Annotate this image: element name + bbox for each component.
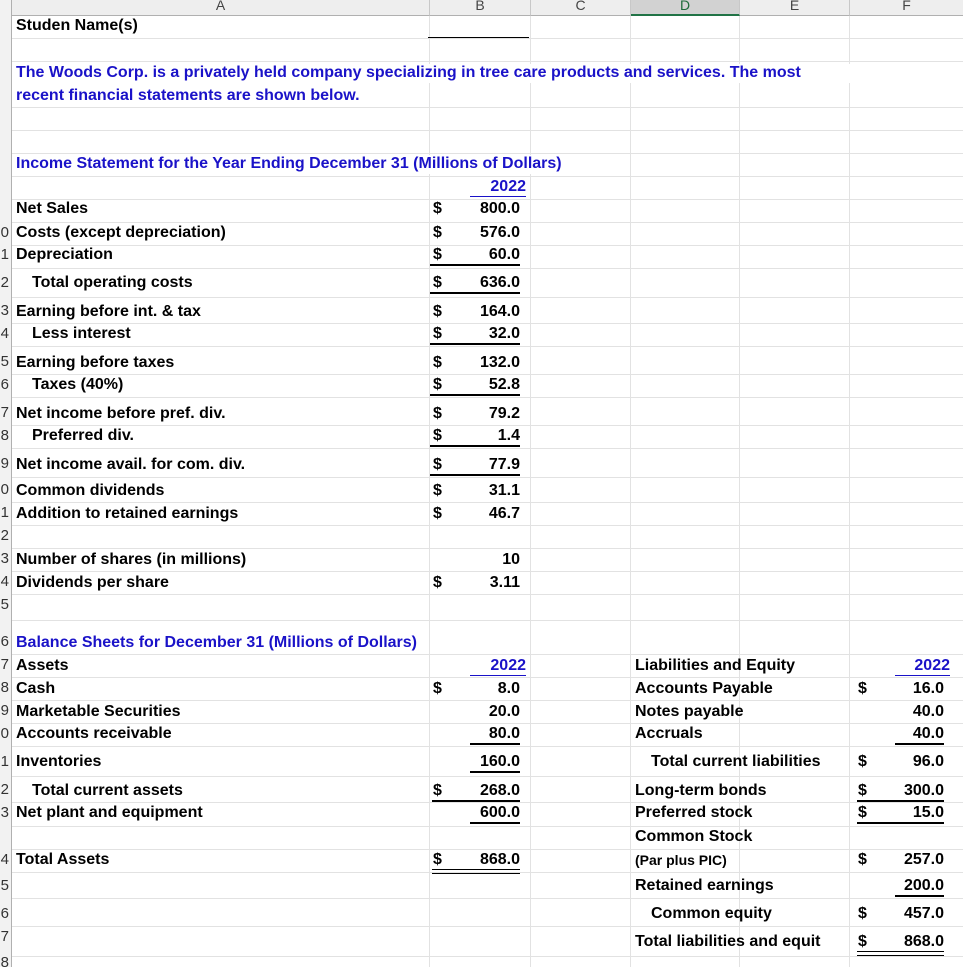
row-number[interactable]: 0 [0,225,9,241]
column-header-a[interactable]: A [12,0,430,16]
currency-symbol[interactable]: $ [433,680,442,697]
currency-symbol[interactable]: $ [858,680,867,697]
liability-row-label[interactable]: Preferred stock [635,804,753,821]
income-row-value[interactable]: 576.0 [479,224,520,241]
liabilities-header[interactable]: Liabilities and Equity [635,657,796,674]
assets-year-header[interactable]: 2022 [470,657,526,676]
cell-underline [470,771,520,773]
liability-row-label[interactable]: Accruals [635,725,703,742]
income-row-label[interactable]: Net income before pref. div. [16,405,226,422]
row-number[interactable]: 9 [0,456,9,472]
income-row-value[interactable]: 164.0 [479,303,520,320]
liabilities-year-header[interactable]: 2022 [895,657,950,676]
row-number[interactable]: 8 [0,680,9,696]
income-statement-title[interactable]: Income Statement for the Year Ending December 31 (Millions of Dollars) [16,155,562,172]
row-number[interactable]: 7 [0,405,9,421]
currency-symbol[interactable]: $ [433,246,442,263]
row-number[interactable]: 0 [0,726,9,742]
currency-symbol[interactable]: $ [858,851,867,868]
currency-symbol[interactable]: $ [433,224,442,241]
cell-underline [430,343,520,345]
currency-symbol[interactable]: $ [433,325,442,342]
row-number[interactable]: 7 [0,929,9,945]
row-number[interactable]: 3 [0,303,9,319]
intro-text-line-1[interactable]: The Woods Corp. is a privately held company specializing in tree care products and services. The most [16,64,956,83]
asset-row-label[interactable]: Accounts receivable [16,725,172,742]
row-number[interactable]: 5 [0,597,9,613]
income-row-label[interactable]: Common dividends [16,482,165,499]
asset-row-label[interactable]: Net plant and equipment [16,804,203,821]
row-number[interactable]: 1 [0,505,9,521]
student-name-label[interactable]: Studen Name(s) [16,17,138,34]
asset-row-value[interactable]: 600.0 [479,804,520,821]
currency-symbol[interactable]: $ [433,505,442,522]
liability-row-label[interactable]: Long-term bonds [635,782,767,799]
dps-value[interactable]: 3.11 [489,574,520,591]
currency-symbol[interactable]: $ [433,303,442,320]
currency-symbol[interactable]: $ [433,782,442,799]
row-number[interactable]: 7 [0,657,9,673]
student-name-input-line[interactable] [428,37,529,38]
currency-symbol[interactable]: $ [858,933,867,950]
income-row-label[interactable]: Addition to retained earnings [16,505,239,522]
currency-symbol[interactable]: $ [433,456,442,473]
liability-row-label[interactable]: Notes payable [635,703,744,720]
row-number[interactable]: 2 [0,275,9,291]
currency-symbol[interactable]: $ [858,804,867,821]
balance-sheet-title[interactable]: Balance Sheets for December 31 (Millions of Dollars) [16,634,418,651]
column-header-e[interactable]: E [740,0,850,16]
row-number[interactable]: 2 [0,782,9,798]
cell-underline [470,822,520,824]
currency-symbol[interactable]: $ [433,427,442,444]
liability-row-label[interactable]: Retained earnings [635,877,774,894]
row-number[interactable]: 0 [0,482,9,498]
income-row-label[interactable]: Taxes (40%) [32,376,124,393]
row-number[interactable]: 4 [0,852,9,868]
income-row-value[interactable]: 46.7 [488,505,520,522]
cell-underline [895,895,944,897]
row-number[interactable]: 1 [0,247,9,263]
asset-row-value[interactable]: 80.0 [488,725,520,742]
liability-row-label[interactable]: (Par plus PIC) [635,852,727,868]
income-row-value[interactable]: 1.4 [497,427,520,444]
asset-row-label[interactable]: Inventories [16,753,102,770]
liability-row-value[interactable]: 257.0 [903,851,944,868]
cell-underline [895,743,944,745]
asset-row-label[interactable]: Total Assets [16,851,110,868]
income-row-value[interactable]: 60.0 [488,246,520,263]
cell-underline [857,800,944,802]
income-row-value[interactable]: 32.0 [488,325,520,342]
cell-underline [430,264,520,266]
cell-underline [430,394,520,396]
liability-row-label[interactable]: Common Stock [635,828,753,845]
column-header-d[interactable]: D [631,0,740,16]
row-number[interactable]: 8 [0,955,9,971]
row-number[interactable]: 6 [0,906,9,922]
currency-symbol[interactable]: $ [858,905,867,922]
intro-text-line-2[interactable]: recent financial statements are shown below. [16,87,360,104]
row-number[interactable]: 8 [0,428,9,444]
asset-row-label[interactable]: Cash [16,680,56,697]
row-number[interactable]: 3 [0,551,9,567]
liability-row-value[interactable]: 457.0 [903,905,944,922]
currency-symbol[interactable]: $ [433,274,442,291]
currency-symbol[interactable]: $ [858,753,867,770]
liability-row-value[interactable]: 40.0 [912,725,944,742]
liability-row-value[interactable]: 200.0 [903,877,944,894]
liability-row-value[interactable]: 96.0 [912,753,944,770]
currency-symbol[interactable]: $ [433,482,442,499]
liability-row-label[interactable]: Total current liabilities [651,753,821,770]
income-row-label[interactable]: Depreciation [16,246,113,263]
income-row-label[interactable]: Less interest [32,325,131,342]
liability-row-label[interactable]: Accounts Payable [635,680,773,697]
liability-row-value[interactable]: 868.0 [903,933,944,950]
income-row-value[interactable]: 31.1 [488,482,520,499]
cell-underline [432,869,520,874]
asset-row-label[interactable]: Marketable Securities [16,703,181,720]
currency-symbol[interactable]: $ [433,851,442,868]
cell-underline [432,800,520,802]
asset-row-value[interactable]: 20.0 [488,703,520,720]
income-row-value[interactable]: 800.0 [479,200,520,217]
row-number[interactable]: 5 [0,354,9,370]
liability-row-value[interactable]: 15.0 [912,804,944,821]
income-row-value[interactable]: 132.0 [479,354,520,371]
liability-row-value[interactable]: 300.0 [903,782,944,799]
liability-row-value[interactable]: 40.0 [912,703,944,720]
row-number[interactable]: 9 [0,703,9,719]
cell-underline [430,474,520,476]
asset-row-value[interactable]: 8.0 [497,680,520,697]
column-header-b[interactable]: B [430,0,531,16]
liability-row-value[interactable]: 16.0 [912,680,944,697]
column-header-c[interactable]: C [531,0,631,16]
row-number[interactable]: 4 [0,574,9,590]
row-number[interactable]: 6 [0,634,9,650]
row-number[interactable]: 3 [0,805,9,821]
income-row-label[interactable]: Costs (except depreciation) [16,224,226,241]
asset-row-value[interactable]: 160.0 [479,753,520,770]
asset-row-label[interactable]: Total current assets [32,782,183,799]
cell-underline [857,951,944,956]
row-number[interactable]: 2 [0,528,9,544]
assets-header[interactable]: Assets [16,657,69,674]
row-number[interactable]: 6 [0,377,9,393]
income-year-header[interactable]: 2022 [470,178,526,197]
income-row-label[interactable]: Total operating costs [32,274,193,291]
currency-symbol[interactable]: $ [433,376,442,393]
income-row-value[interactable]: 636.0 [479,274,520,291]
cell-underline [470,743,520,745]
income-row-label[interactable]: Preferred div. [32,427,134,444]
income-row-label[interactable]: Earning before taxes [16,354,175,371]
row-number[interactable]: 5 [0,878,9,894]
row-number[interactable]: 4 [0,326,9,342]
liability-row-label[interactable]: Total liabilities and equit [635,933,821,950]
currency-symbol[interactable]: $ [433,574,442,591]
currency-symbol[interactable]: $ [858,782,867,799]
asset-row-value[interactable]: 868.0 [479,851,520,868]
income-row-value[interactable]: 52.8 [488,376,520,393]
liability-row-label[interactable]: Common equity [651,905,772,922]
column-header-f[interactable]: F [850,0,963,16]
currency-symbol[interactable]: $ [433,200,442,217]
cell-underline [857,822,944,824]
income-row-label[interactable]: Net Sales [16,200,89,217]
shares-value[interactable]: 10 [502,551,520,568]
income-row-label[interactable]: Earning before int. & tax [16,303,201,320]
dps-label[interactable]: Dividends per share [16,574,169,591]
currency-symbol[interactable]: $ [433,405,442,422]
income-row-value[interactable]: 79.2 [488,405,520,422]
currency-symbol[interactable]: $ [433,354,442,371]
asset-row-value[interactable]: 268.0 [479,782,520,799]
row-number[interactable]: 1 [0,754,9,770]
cell-underline [430,445,520,447]
shares-label[interactable]: Number of shares (in millions) [16,551,247,568]
income-row-value[interactable]: 77.9 [488,456,520,473]
income-row-label[interactable]: Net income avail. for com. div. [16,456,246,473]
cell-underline [430,292,520,294]
